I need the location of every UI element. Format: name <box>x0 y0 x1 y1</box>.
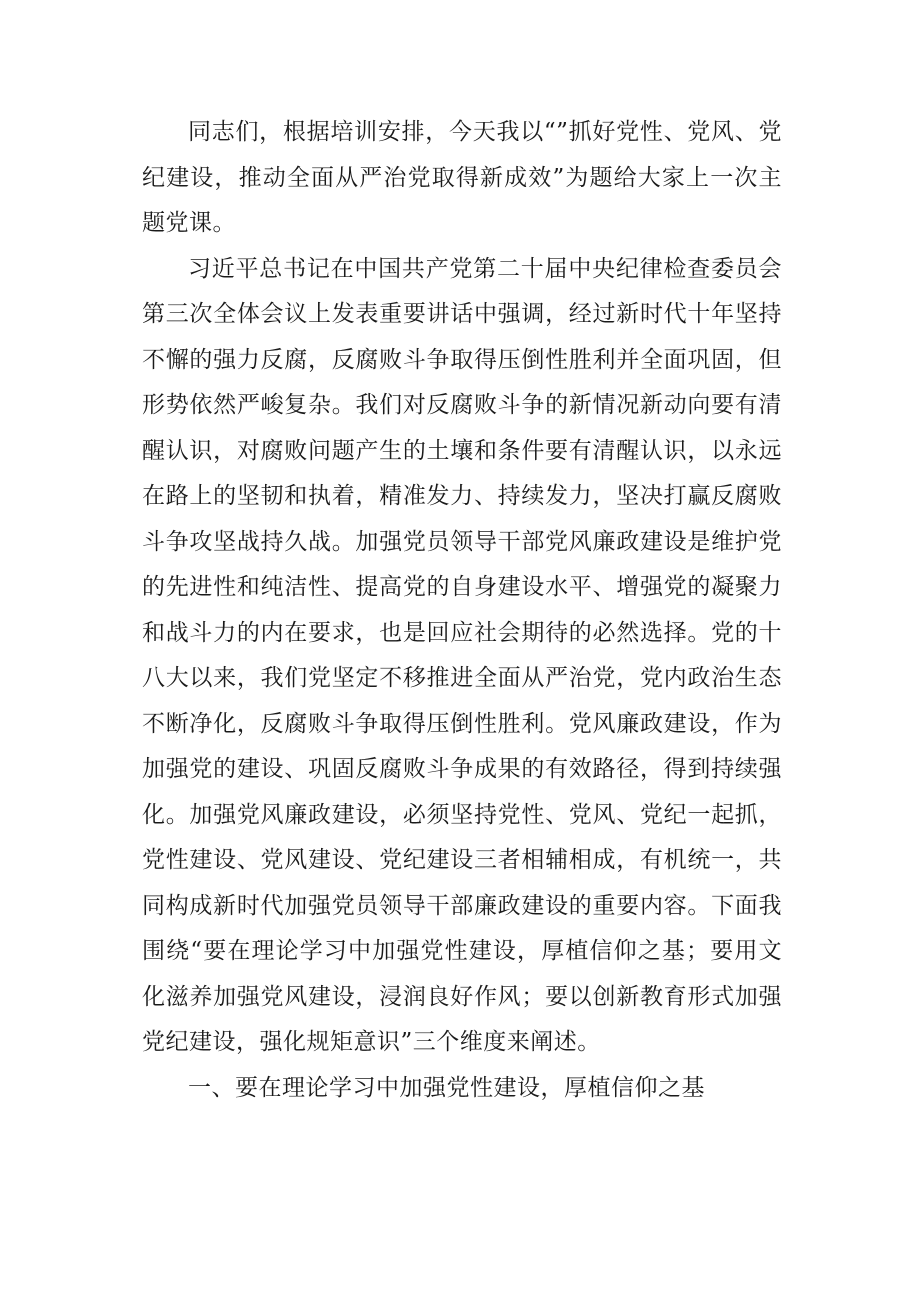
body-paragraph: 习近平总书记在中国共产党第二十届中央纪律检查委员会第三次全体会议上发表重要讲话中强调，经过新时代十年坚持不懈的强力反腐，反腐败斗争取得压倒性胜利并全面巩固，但形势依然严峻复杂。我们对反腐败斗争的新情况新动向要有清醒认识，对腐败问题产生的土壤和条件要有清醒认识，以永远在路上的坚韧和执着，精准发力、持续发力，坚决打赢反腐败斗争攻坚战持久战。加强党员领导干部党风廉政建设是维护党的先进性和纯洁性、提高党的自身建设水平、增强党的凝聚力和战斗力的内在要求，也是回应社会期待的必然选择。党的十八大以来，我们党坚定不移推进全面从严治党，党内政治生态不断净化，反腐败斗争取得压倒性胜利。党风廉政建设，作为加强党的建设、巩固反腐败斗争成果的有效路径，得到持续强化。加强党风廉政建设，必须坚持党性、党风、党纪一起抓，党性建设、党风建设、党纪建设三者相辅相成，有机统一，共同构成新时代加强党员领导干部廉政建设的重要内容。下面我围绕“要在理论学习中加强党性建设，厚植信仰之基；要用文化滋养加强党风建设，浸润良好作风；要以创新教育形式加强党纪建设，强化规矩意识”三个维度来阐述。 <box>142 255 782 1055</box>
intro-paragraph: 同志们，根据培训安排，今天我以“”抓好党性、党风、党纪建设，推动全面从严治党取得新成效”为题给大家上一次主题党课。 <box>142 119 782 236</box>
document-page <box>142 110 782 1111</box>
section-heading: 一、要在理论学习中加强党性建设，厚植信仰之基 <box>188 1074 705 1101</box>
